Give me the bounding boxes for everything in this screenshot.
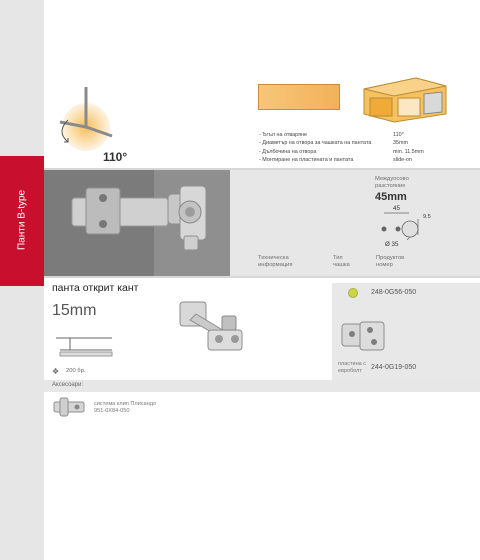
spec-label: - Диаметър на отвора за чашката на пантата: [259, 140, 372, 147]
product-code-1: 248-0G56-050: [371, 289, 417, 296]
overlay-diagram: [52, 326, 116, 362]
spec-value: min. 11.5mm: [393, 148, 424, 155]
cup-type-label: Тип чашка: [333, 255, 350, 268]
accessory-caption: система клип Плисандо 951-0X84-050: [94, 401, 157, 414]
spec-value: slide-on: [393, 157, 412, 164]
distance-value: 45mm: [375, 191, 407, 203]
product-title: панта открит кант: [52, 282, 139, 294]
stack-icon: ❖: [52, 367, 60, 376]
cup-type-dot: [348, 288, 358, 298]
product-quantity: 200 бр.: [66, 368, 86, 374]
opening-angle-diagram: [46, 82, 138, 160]
hole-diagram: [376, 205, 430, 241]
spec-labels: [259, 131, 371, 165]
spec-label: - Монтиране на пластината и пантата: [259, 157, 354, 164]
plate-image: [334, 314, 392, 358]
accessory-label: Аксесоари:: [52, 382, 84, 388]
product-size: 15mm: [52, 302, 97, 319]
product-number-label: Продуктов номер: [376, 255, 405, 268]
dim-35-label: Ø 35: [385, 241, 399, 248]
plate-label: пластина с евроболт: [338, 361, 366, 374]
dim-95-label: 9.5: [423, 214, 431, 220]
spec-label: - Дълбочина на отвора: [259, 148, 317, 155]
accessory-band: [44, 380, 480, 392]
spec-value: 35mm: [393, 140, 408, 147]
hinge-product-image: [162, 292, 260, 368]
spec-label: - Ъгъл на отваряне: [259, 132, 307, 138]
wood-finish-swatch: [258, 84, 340, 110]
hinge-photo-graphic: [60, 178, 228, 266]
dim-45-label: 45: [393, 205, 400, 212]
spec-values: [393, 131, 424, 165]
cabinet-illustration: [356, 74, 452, 124]
distance-label: Междуосово разстояние: [375, 176, 409, 189]
spec-value: 110°: [393, 132, 404, 138]
technical-info-label: Техническа информация: [258, 255, 293, 268]
opening-angle-label: 110°: [103, 150, 128, 164]
product-code-2: 244-0G19-050: [371, 364, 417, 371]
clip-system-image: [52, 396, 88, 418]
sidebar-label: Панти B-type: [16, 189, 28, 251]
